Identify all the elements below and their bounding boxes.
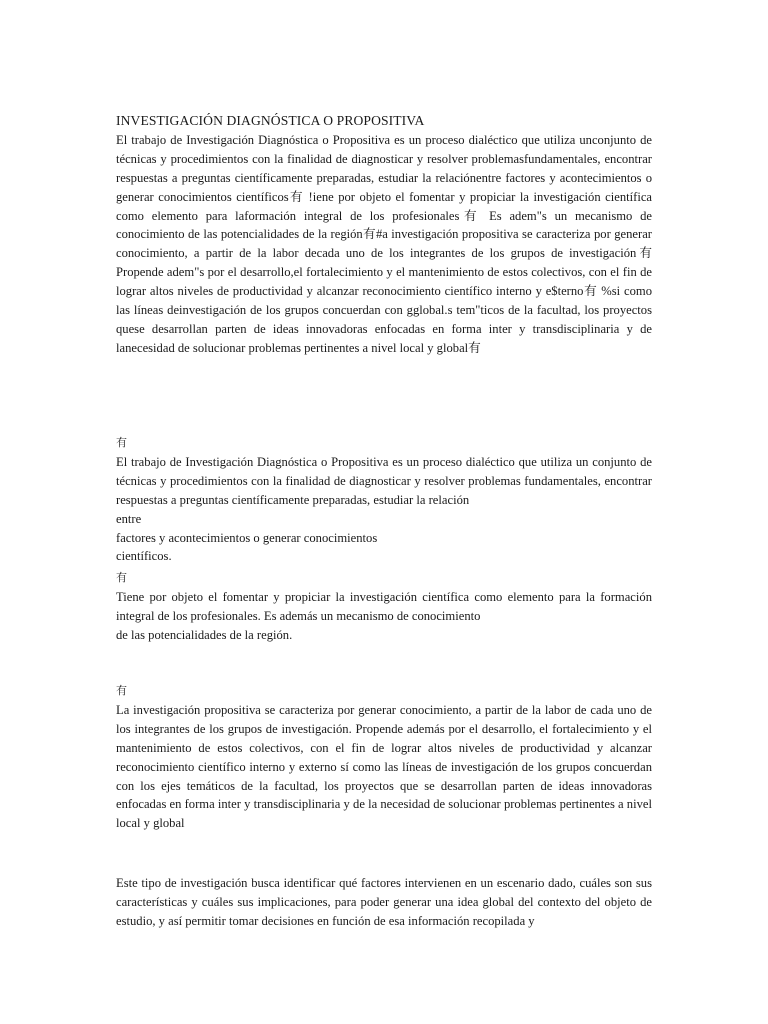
propositive-paragraph: La investigación propositiva se caracteriza por generar conocimiento, a partir de la labor de cada uno de los integrantes de los grupos de investigación. Propende además por el desarrollo, el fortalecimiento y el mantenimiento de estos colectivos, con el fin de lograr altos niveles de productividad y alcanzar reconocimiento científico interno y externo sí como las líneas de investigación de los grupos concuerdan con los ejes temáticos de la facultad, los proyectos que se desarrollan parten de ideas innovadoras enfocadas en forma inter y transdisciplinaria y de la necesidad de solucionar problemas pertinentes a nivel local y global [116,702,652,831]
section-diagnostic [116,874,652,931]
diagnostic-paragraph: Este tipo de investigación busca identificar qué factores intervienen en un escenario dado, cuáles son sus características y cuáles sus implicaciones, para poder generar una idea global del contexto del objeto de estudio, y así permitir tomar decisiones en función de esa información recopilada y [116,876,652,928]
section-definition [116,434,652,566]
section-marker: 有 [116,684,127,697]
document-title: INVESTIGACIÓN DIAGNÓSTICA O PROPOSITIVA [116,113,425,128]
section-propositive [116,682,652,833]
definition-paragraph: El trabajo de Investigación Diagnóstica o Propositiva es un proceso dialéctico que utiliza un conjunto de técnicas y procedimientos con la finalidad de diagnosticar y resolver problemas fundamentales, encontrar respuestas a preguntas científicamente preparadas, estudiar la relación [116,454,652,507]
definition-line: científicos. [116,549,172,564]
definition-line: factores y acontecimientos o generar conocimientos [116,530,378,545]
objective-paragraph: Tiene por objeto el fomentar y propiciar la investigación científica como elemento para la formación integral de los profesionales. Es además un mecanismo de conocimiento [116,589,652,623]
section-intro [116,112,652,358]
definition-line: entre [116,511,142,526]
section-marker: 有 [116,436,127,449]
section-marker: 有 [116,571,127,584]
section-objective [116,569,652,645]
objective-line: de las potencialidades de la región. [116,627,293,642]
intro-paragraph: El trabajo de Investigación Diagnóstica o Propositiva es un proceso dialéctico que utiliza unconjunto de técnicas y procedimientos con la finalidad de diagnosticar y resolver problemasfundamentales, encontrar respuestas a preguntas científicamente preparadas, estudiar la relaciónentre factores y acontecimientos o generar conocimientos científicos有 !iene por objeto el fomentar y propiciar la investigación científica como elemento para laformación integral de los profesionales有 Es adem"s un mecanismo de conocimiento de las potencialidades de la región有#a investigación propositiva se caracteriza por generar conocimiento, a partir de la labor decada uno de los integrantes de los grupos de investigación有 Propende adem"s por el desarrollo,el fortalecimiento y el mantenimiento de estos colectivos, con el fin de lograr altos niveles de productividad y alcanzar reconocimiento científico interno y e$terno有 %si como las líneas deinvestigación de los grupos concuerdan con gglobal.s tem"ticos de la facultad, los proyectos quese desarrollan parten de ideas innovadoras enfocadas en forma inter y transdisciplinaria y de lanecesidad de solucionar problemas pertinentes a nivel local y global有 [116,132,652,355]
